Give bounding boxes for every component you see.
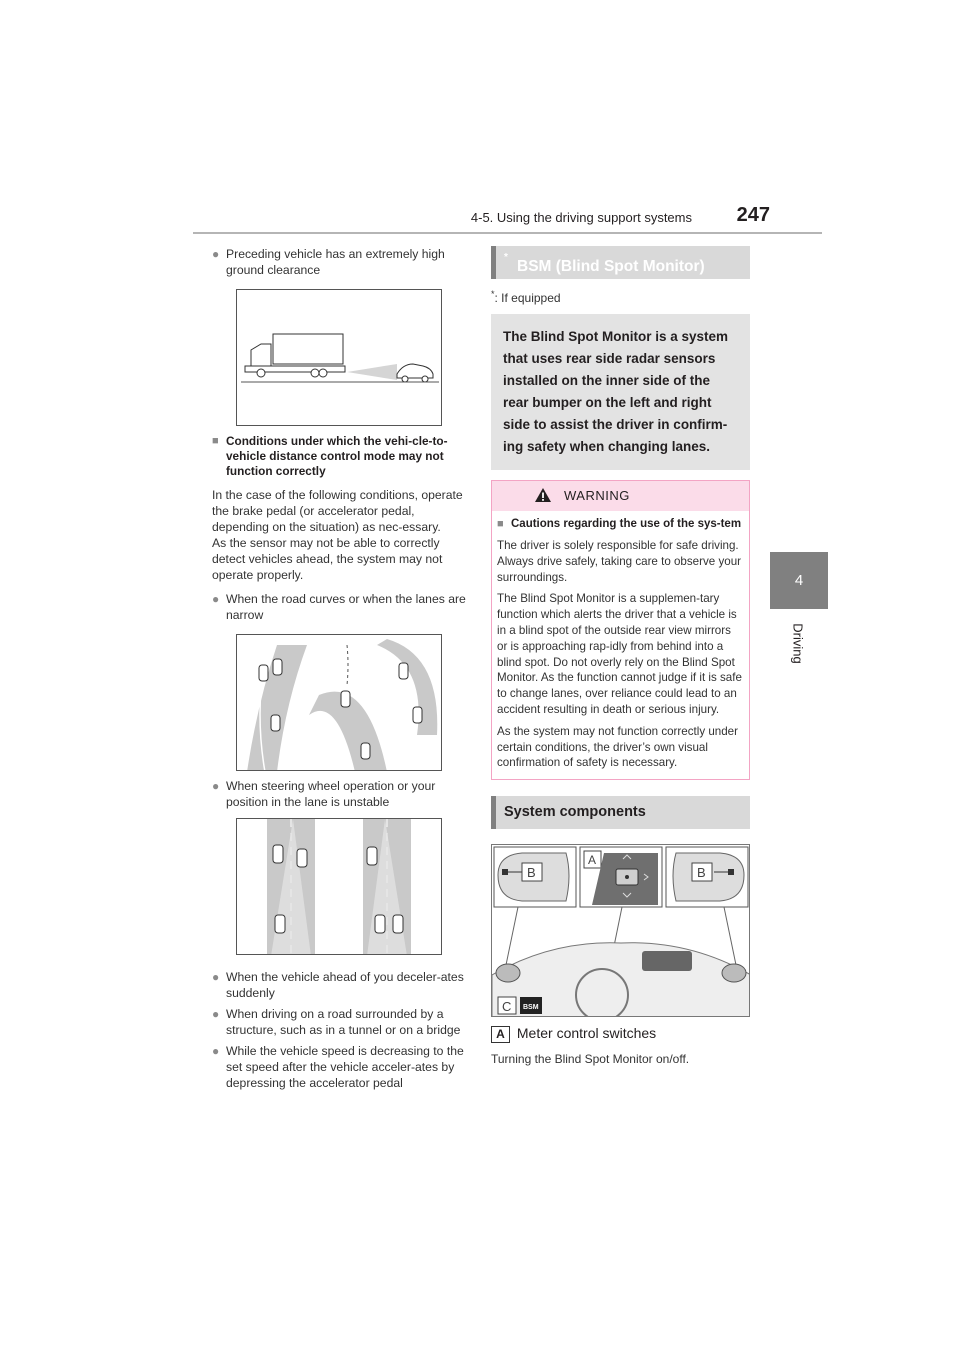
footnote-text: : If equipped: [494, 291, 561, 305]
warning-triangle-icon: [534, 487, 552, 503]
warning-box: [491, 480, 750, 780]
unstable-steering-illustration: [237, 819, 442, 955]
list-item: ● When the vehicle ahead of you deceler-ates suddenly: [212, 970, 464, 1000]
warning-heading: ■ Cautions regarding the use of the sys-tem: [497, 518, 742, 530]
bullet-icon: ●: [212, 970, 220, 984]
label-a: A: [588, 853, 597, 868]
bullet-icon: ●: [212, 779, 220, 793]
list-item: ● When driving on a road surrounded by a structure, such as in a tunnel or on a bridge: [212, 1007, 461, 1037]
list-item: ● When the road curves or when the lanes are narrow: [212, 592, 466, 622]
warning-paragraph: As the system may not function correctly under certain conditions, the driver’s own visual confirmation of safety is necessary.: [497, 724, 738, 770]
intro-box: The Blind Spot Monitor is a system that uses rear side radar sensors installed on the inner side of the rear bumper on the left and right side to assist the driver in confirm-ing safety when changing lanes.: [491, 314, 750, 470]
truck-ground-clearance-illustration: [237, 290, 442, 426]
bsm-title-asterisk: *: [504, 252, 508, 263]
component-a-description: Turning the Blind Spot Monitor on/off.: [491, 1051, 690, 1066]
curved-road-figure: [236, 634, 442, 771]
truck-figure: [236, 289, 442, 426]
footnote: [491, 289, 751, 305]
label-b-left: B: [527, 865, 536, 881]
system-components-figure: [491, 844, 750, 1017]
list-item: ● When steering wheel operation or your position in the lane is unstable: [212, 779, 436, 809]
warning-header: [492, 481, 749, 511]
chapter-name: Driving: [790, 623, 806, 664]
square-bullet-icon: ■: [497, 518, 504, 530]
section-title: 4-5. Using the driving support systems: [470, 210, 692, 225]
bsm-section-title: [491, 246, 750, 279]
callout-label-a: A: [491, 1026, 510, 1043]
list-item: ● Preceding vehicle has an extremely high ground clearance: [212, 247, 445, 277]
warning-body: [492, 511, 749, 779]
bullet-icon: ●: [212, 1044, 220, 1058]
bullet-icon: ●: [212, 1007, 220, 1021]
curved-lanes-illustration: [237, 635, 442, 771]
component-a: [491, 1025, 751, 1043]
paragraph: In the case of the following conditions, operate the brake pedal (or accelerator pedal, depending on the situation) as nec-essary.: [212, 488, 463, 534]
chapter-number: 4: [794, 572, 804, 589]
paragraph: As the sensor may not be able to correctly detect vehicles ahead, the system may not operate properly.: [212, 536, 443, 582]
component-a-name: Meter control switches: [516, 1025, 657, 1042]
bsm-title-text: BSM (Blind Spot Monitor): [517, 258, 705, 275]
square-bullet-icon: ■: [212, 435, 219, 447]
cockpit-components-illustration: [492, 845, 750, 1017]
chapter-tab: [770, 552, 828, 609]
unstable-lane-figure: [236, 818, 442, 955]
bsm-button-label: BSM: [523, 1004, 539, 1012]
warning-label: WARNING: [564, 488, 630, 503]
warning-paragraph: The driver is solely responsible for safe driving. Always drive safely, taking care to observe your surroundings.: [497, 539, 742, 584]
title-bar-accent: [491, 796, 496, 829]
footnote-mark: *: [491, 289, 495, 299]
system-components-title: [491, 796, 750, 829]
header-rule: [193, 232, 822, 234]
label-c: C: [502, 999, 512, 1015]
bullet-icon: ●: [212, 247, 220, 261]
left-column: [212, 246, 468, 1091]
right-column: [491, 246, 751, 1067]
title-bar-accent: [491, 246, 496, 279]
list-item: ● While the vehicle speed is decreasing to the set speed after the vehicle acceler-ates by depressing the accelerator pedal: [212, 1044, 464, 1090]
page-number: 247: [736, 204, 770, 226]
chapter-name-vertical: [786, 622, 814, 668]
label-b-right: B: [697, 865, 706, 881]
bullet-icon: ●: [212, 592, 220, 606]
conditions-heading: ■ Conditions under which the vehi-cle-to-vehicle distance control mode may not function correctly: [212, 434, 448, 478]
page-header: [270, 206, 770, 230]
system-components-title-text: System components: [504, 804, 646, 821]
warning-paragraph: The Blind Spot Monitor is a supplemen-tary function which alerts the driver that a vehicle is in a blind spot of the outside rear view mirrors or is approaching rap-idly from behind into a blind spot. Do not overly rely on the Blind Spot Monitor. As the function cannot judge if it is safe to change lanes, over reliance could lead to an accident resulting in death or serious injury.: [497, 592, 742, 716]
